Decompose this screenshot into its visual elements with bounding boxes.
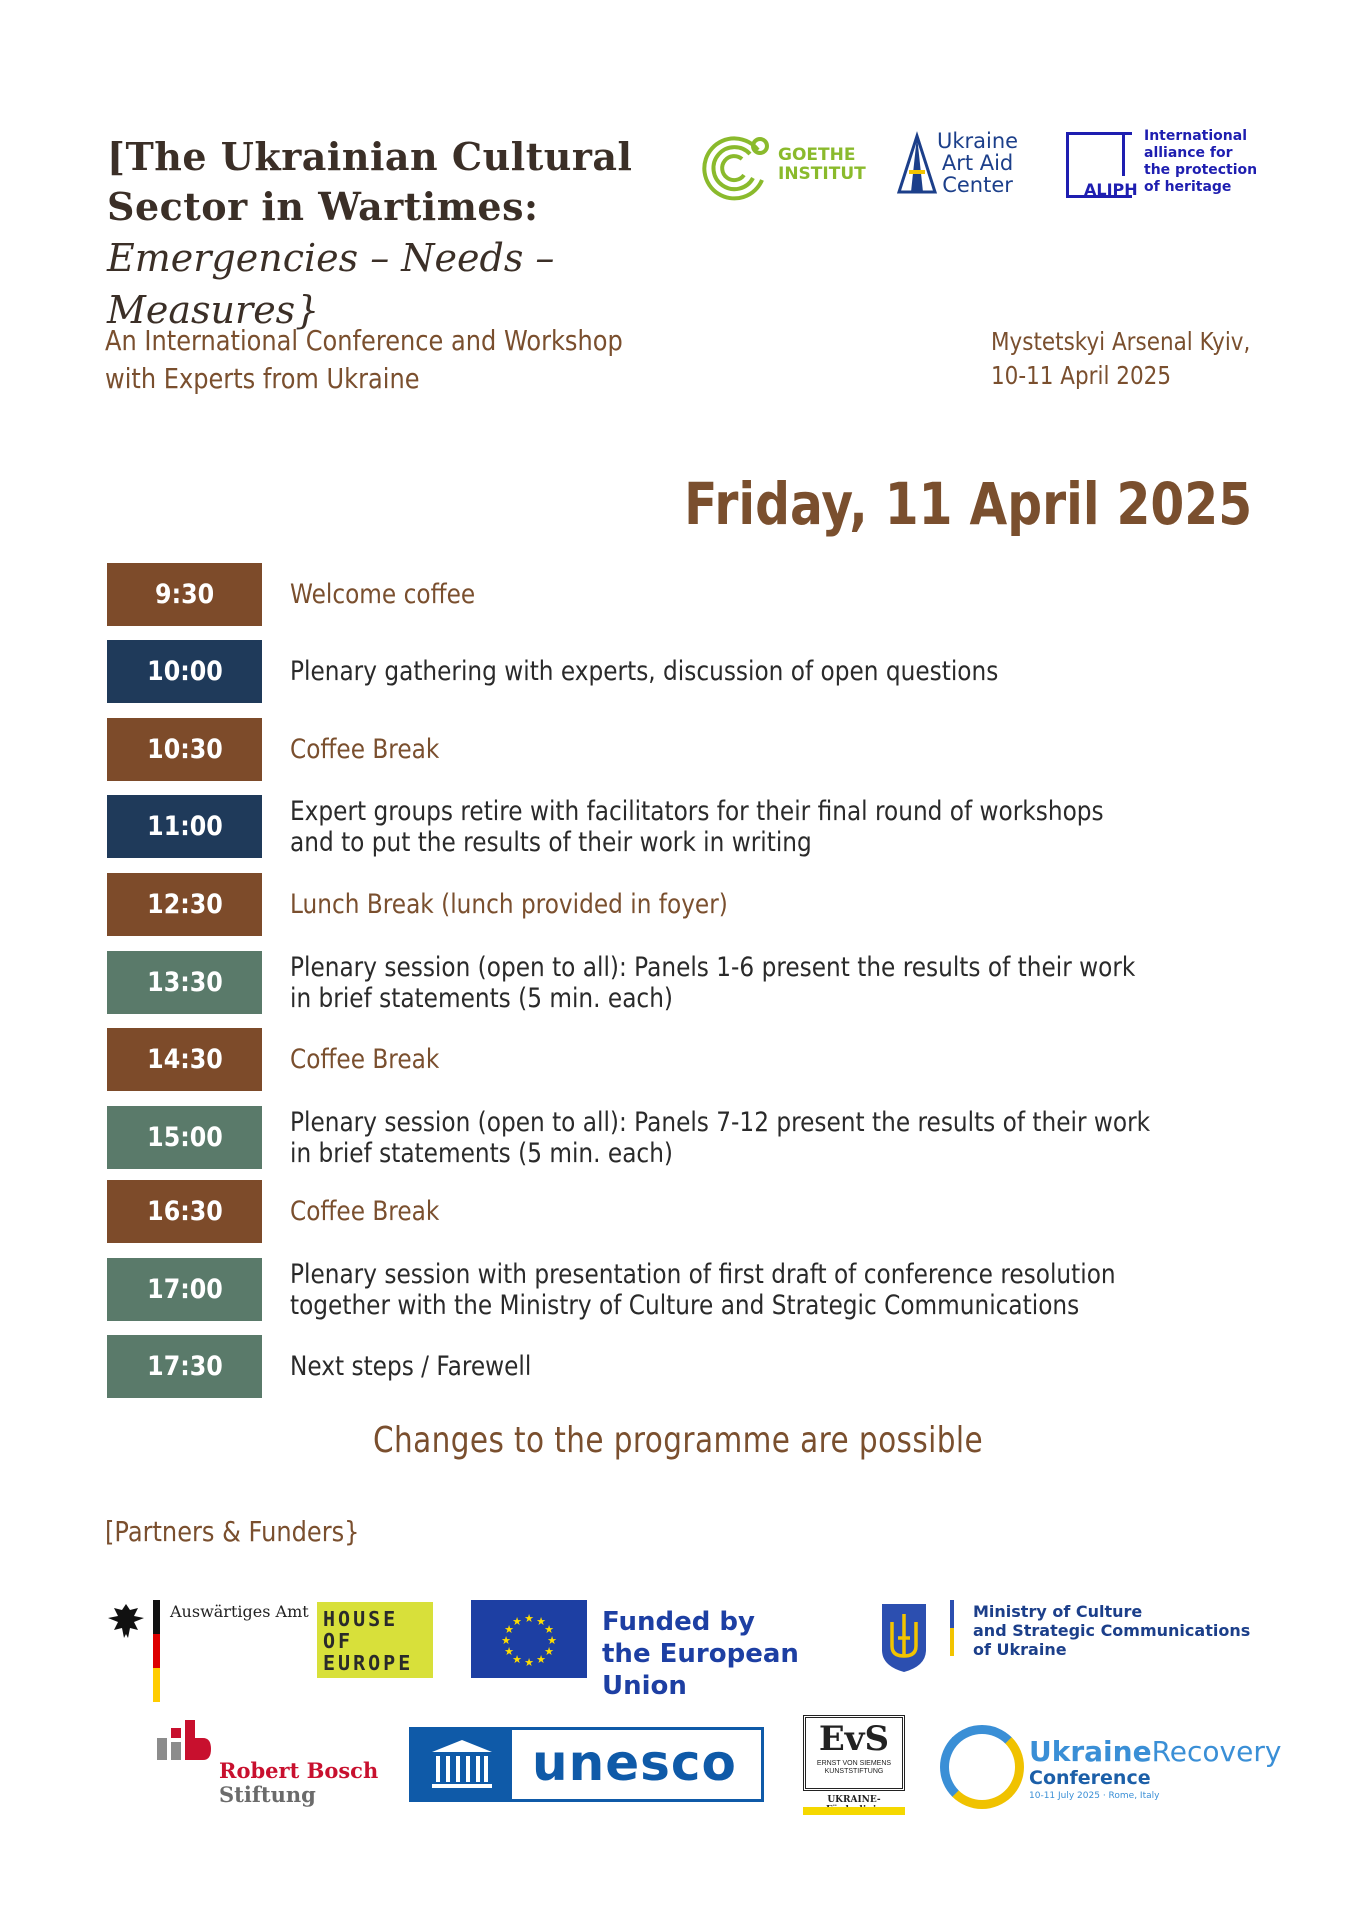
schedule-row: [107, 563, 1257, 626]
schedule-row: [107, 1028, 1257, 1091]
goethe-swirl-icon: [698, 132, 774, 202]
ministry-line-3: of Ukraine: [973, 1640, 1067, 1659]
hoe-line-2: OF: [323, 1629, 354, 1653]
time-badge: 17:30: [107, 1335, 262, 1398]
session-description: Plenary session (open to all): Panels 7-12 present the results of their work in brief statements (5 min. each): [290, 1106, 1151, 1169]
ukraine-art-aid-center-logo: [895, 130, 1035, 200]
goethe-institut-logo: [698, 132, 866, 202]
schedule-row: [107, 951, 1257, 1014]
session-description: Coffee Break: [290, 1044, 440, 1075]
session-description: Welcome coffee: [290, 579, 476, 610]
svg-text:★: ★: [504, 1645, 514, 1658]
svg-text:★: ★: [512, 1653, 522, 1666]
urc-conference: Conference: [1029, 1767, 1151, 1789]
uaac-line-2: Art Aid: [941, 151, 1014, 175]
changes-note: Changes to the programme are possible: [372, 1420, 984, 1461]
session-description: Next steps / Farewell: [290, 1351, 532, 1382]
ernst-von-siemens-logo: [803, 1715, 905, 1823]
house-of-europe-logo: [317, 1602, 433, 1678]
evs-mark: EvS: [818, 1719, 890, 1759]
eu-line-2: the European Union: [602, 1639, 799, 1701]
svg-text:★: ★: [544, 1645, 554, 1658]
art-aid-triangle-icon: [895, 130, 939, 196]
time-badge: 10:30: [107, 718, 262, 781]
svg-text:★: ★: [524, 1656, 534, 1669]
schedule-row: [107, 1106, 1257, 1169]
aliph-line-2: alliance for: [1144, 145, 1233, 161]
trident-shield-icon: [878, 1600, 930, 1674]
title-line-2: Sector in Wartimes:: [107, 184, 539, 229]
partners-heading: [Partners & Funders}: [105, 1515, 360, 1548]
urc-ring-icon: [940, 1725, 1024, 1809]
goethe-line-1: GOETHE: [778, 145, 856, 165]
urc-ukraine: Ukraine: [1029, 1735, 1152, 1768]
goethe-line-2: INSTITUT: [778, 164, 866, 184]
auswaertiges-amt-name: Auswärtiges Amt: [170, 1602, 309, 1621]
rbs-line-2: Stiftung: [219, 1782, 316, 1807]
session-description: Coffee Break: [290, 1196, 440, 1227]
svg-text:★: ★: [536, 1653, 546, 1666]
schedule-row: [107, 640, 1257, 703]
urc-dates: 10-11 July 2025 · Rome, Italy: [1029, 1791, 1160, 1801]
aliph-logo: [1066, 128, 1266, 203]
aliph-line-1: International: [1144, 128, 1248, 144]
eu-line-1: Funded by: [602, 1607, 755, 1637]
time-badge: 16:30: [107, 1180, 262, 1243]
ministry-line-1: Ministry of Culture: [973, 1602, 1143, 1621]
unesco-temple-icon: [412, 1730, 512, 1799]
session-description: Plenary gathering with experts, discussion of open questions: [290, 656, 999, 687]
evs-foot: UKRAINE-: [827, 1795, 881, 1805]
time-badge: 14:30: [107, 1028, 262, 1091]
unesco-logo: [409, 1727, 764, 1802]
page-title: [107, 132, 727, 336]
eu-flag-icon: [471, 1600, 587, 1678]
schedule-row: [107, 1335, 1257, 1398]
hoe-line-3: EUROPE: [323, 1651, 414, 1675]
venue-line-2: 10-11 April 2025: [991, 361, 1172, 390]
schedule-row: [107, 1180, 1257, 1243]
subtitle-line-1: An International Conference and Workshop: [105, 324, 623, 357]
svg-text:★: ★: [536, 1615, 546, 1628]
svg-text:★: ★: [547, 1634, 557, 1647]
schedule-row: [107, 718, 1257, 781]
aliph-line-4: of heritage: [1144, 179, 1232, 195]
svg-text:★: ★: [512, 1615, 522, 1628]
eagle-icon: [104, 1600, 148, 1644]
session-description: Plenary session (open to all): Panels 1-6 present the results of their work in brief statements (5 min. each): [290, 951, 1136, 1014]
svg-text:★: ★: [504, 1623, 514, 1636]
urc-recovery: Recovery: [1151, 1735, 1282, 1768]
time-badge: 12:30: [107, 873, 262, 936]
venue-line-1: Mystetskyi Arsenal Kyiv,: [991, 327, 1251, 356]
session-description: Coffee Break: [290, 734, 440, 765]
auswaertiges-amt-logo: [104, 1600, 309, 1705]
time-badge: 11:00: [107, 795, 262, 858]
title-line-1: [The Ukrainian Cultural: [107, 134, 633, 179]
title-line-3: Emergencies – Needs – Measures}: [107, 236, 555, 332]
schedule-row: [107, 873, 1257, 936]
time-badge: 9:30: [107, 563, 262, 626]
session-description: Lunch Break (lunch provided in foyer): [290, 889, 728, 920]
svg-text:★: ★: [501, 1634, 511, 1647]
svg-text:★: ★: [524, 1612, 534, 1625]
aliph-brand: ALIPH: [1084, 180, 1138, 199]
venue-info: [991, 325, 1250, 393]
subtitle-line-2: with Experts from Ukraine: [105, 362, 420, 395]
time-badge: 10:00: [107, 640, 262, 703]
aliph-line-3: the protection: [1144, 162, 1258, 178]
uaac-line-3: Center: [942, 173, 1013, 197]
schedule-row: [107, 795, 1257, 858]
day-heading: Friday, 11 April 2025: [684, 470, 1252, 538]
time-badge: 13:30: [107, 951, 262, 1014]
eu-funded-logo: [471, 1600, 861, 1701]
ukraine-recovery-conference-logo: [940, 1725, 1282, 1810]
time-badge: 17:00: [107, 1258, 262, 1321]
svg-text:★: ★: [544, 1623, 554, 1636]
time-badge: 15:00: [107, 1106, 262, 1169]
schedule-row: [107, 1258, 1257, 1321]
hoe-line-1: HOUSE: [323, 1607, 399, 1631]
session-description: Expert groups retire with facilitators for their final round of workshops and to put the results of their work in writing: [290, 795, 1104, 858]
ministry-line-2: and Strategic Communications: [973, 1621, 1251, 1640]
session-description: Plenary session with presentation of first draft of conference resolution together with the Ministry of Culture and Strategic Communications: [290, 1258, 1116, 1321]
rbs-line-1: Robert Bosch: [219, 1758, 379, 1783]
unesco-wordmark: unesco: [532, 1734, 737, 1792]
uaac-line-1: Ukraine: [937, 129, 1019, 153]
evs-name: ERNST VON SIEMENS KUNSTSTIFTUNG: [816, 1760, 892, 1775]
conference-subtitle: [105, 322, 623, 398]
robert-bosch-stiftung-logo: [157, 1720, 377, 1810]
rb-mark-icon: [157, 1720, 213, 1766]
ministry-of-culture-logo: [878, 1600, 1258, 1675]
